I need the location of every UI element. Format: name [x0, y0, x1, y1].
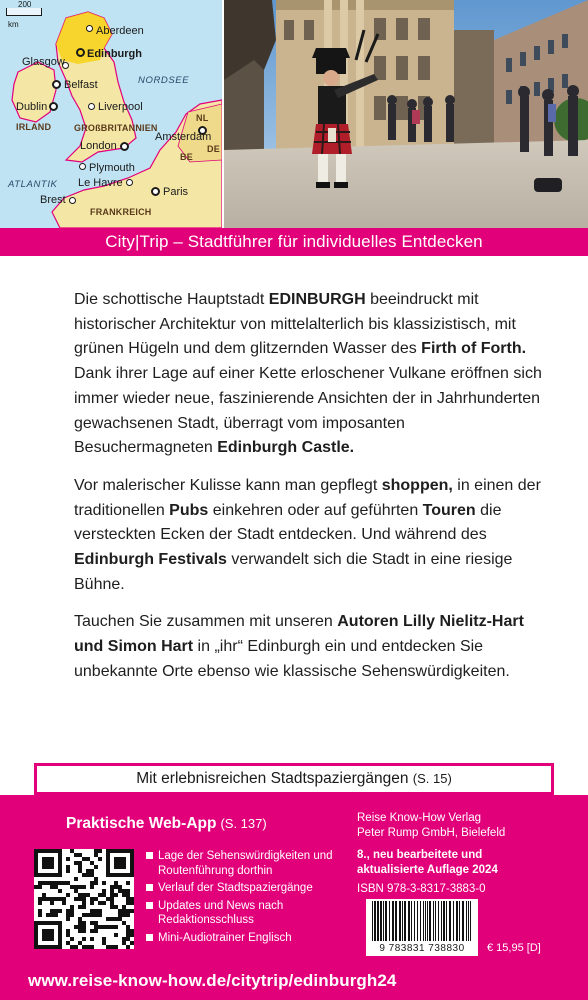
city-marker [151, 187, 160, 196]
paragraph-activities: Vor malerischer Kulisse kann man gepflegt shoppen, in einen der traditionellen Pubs einkehren oder auf geführten Touren die versteckten Ecken der Stadt entdecken. Und während des Edinburgh Festivals verwandelt sich die Stadt in eine riesige Bühne. [74, 476, 541, 593]
walking-tours-box [34, 763, 554, 795]
city-label-liverpool: Liverpool [98, 101, 143, 113]
country-label-belgium: BE [180, 152, 193, 162]
scale-unit: km [8, 20, 19, 29]
city-marker [79, 163, 86, 170]
walking-tours-label: Mit erlebnisreichen Stadtspaziergängen [136, 770, 409, 787]
city-marker-edinburgh [76, 48, 85, 57]
description-text [74, 288, 544, 698]
qr-code[interactable] [34, 849, 134, 949]
city-label-edinburgh: Edinburgh [87, 48, 142, 60]
price: € 15,95 [D] [487, 942, 541, 954]
edition-info: 8., neu bearbeitete und aktualisierte Auflage 2024 [357, 849, 498, 876]
city-label-belfast: Belfast [64, 79, 98, 91]
city-marker [86, 25, 93, 32]
publisher-name: Reise Know-How Verlag [357, 812, 482, 824]
web-app-heading [66, 815, 267, 833]
cover-photo [224, 0, 588, 228]
series-bar: City|Trip – Stadtführer für individuelles Entdecken [0, 228, 588, 256]
scale-bar [6, 8, 42, 16]
city-label-le-havre: Le Havre [78, 177, 123, 189]
city-label-amsterdam: Amsterdam [155, 131, 212, 143]
country-label-france: FRANKREICH [90, 207, 152, 217]
city-label-dublin: Dublin [16, 101, 48, 113]
sea-label-atlantic: ATLANTIK [8, 179, 58, 190]
feature-item: Verlauf der Stadtspaziergänge [146, 881, 346, 896]
city-marker [52, 80, 61, 89]
cover-top-banner [0, 0, 588, 228]
city-label-london: London [80, 140, 117, 152]
barcode-graphic [366, 899, 478, 943]
qr-code-graphic [34, 849, 134, 949]
feature-item: Lage der Sehenswürdigkeiten und Routenführung dorthin [146, 849, 346, 878]
back-cover-footer [0, 795, 588, 1000]
photo-bagpiper-street [224, 0, 588, 228]
city-marker [120, 142, 129, 151]
publisher-info [357, 811, 557, 840]
web-app-features [146, 849, 346, 948]
ireland-shape [12, 62, 56, 122]
city-label-brest: Brest [40, 194, 66, 206]
feature-item: Mini-Audiotrainer Englisch [146, 931, 346, 946]
city-label-aberdeen: Aberdeen [96, 25, 144, 37]
country-label-ireland: IRLAND [16, 122, 52, 132]
publisher-company: Peter Rump GmbH, Bielefeld [357, 826, 506, 839]
overview-map [0, 0, 222, 228]
scale-number: 200 [18, 0, 32, 9]
web-app-page: (S. 137) [220, 816, 267, 831]
city-label-glasgow: Glasgow [22, 56, 65, 68]
feature-item: Updates und News nach Redaktionsschluss [146, 899, 346, 928]
city-label-plymouth: Plymouth [89, 162, 135, 174]
country-label-germany: DE [207, 144, 220, 154]
sea-label-north-sea: NORDSEE [138, 75, 190, 86]
walking-tours-page: (S. 15) [412, 771, 452, 786]
paragraph-intro: Die schottische Hauptstadt EDINBURGH beeindruckt mit historischer Architektur von mittelalterlich bis klassizistisch, mit grünen Hügeln und dem glitzernden Wasser des Firth of Forth. Dank ihrer Lage auf einer Kette erloschener Vulkane eröffnen sich immer wieder neue, faszinierende Ansichten der in Jahrhunderten gewachsenen Stadt, überragt vom imposanten Besuchermagneten Edinburgh Castle. [74, 291, 542, 457]
city-marker [49, 102, 58, 111]
website-url[interactable]: www.reise-know-how.de/citytrip/edinburgh24 [28, 971, 397, 990]
paragraph-authors: Tauchen Sie zusammen mit unseren Autoren Lilly Nielitz-Hart und Simon Hart in „ihr“ Edinburgh ein und entdecken Sie unbekannte Orte ebenso wie klassische Sehenswürdigkeiten. [74, 613, 524, 680]
country-label-great-britain: GROßBRITANNIEN [74, 123, 158, 133]
country-label-netherlands: NL [196, 113, 209, 123]
barcode-digits: 9 783831 738830 [366, 942, 478, 956]
city-marker [126, 179, 133, 186]
city-label-paris: Paris [163, 186, 189, 198]
web-app-title: Praktische Web-App [66, 815, 217, 832]
city-marker [69, 197, 76, 204]
isbn-number: ISBN 978-3-8317-3883-0 [357, 883, 486, 895]
city-marker [88, 103, 95, 110]
